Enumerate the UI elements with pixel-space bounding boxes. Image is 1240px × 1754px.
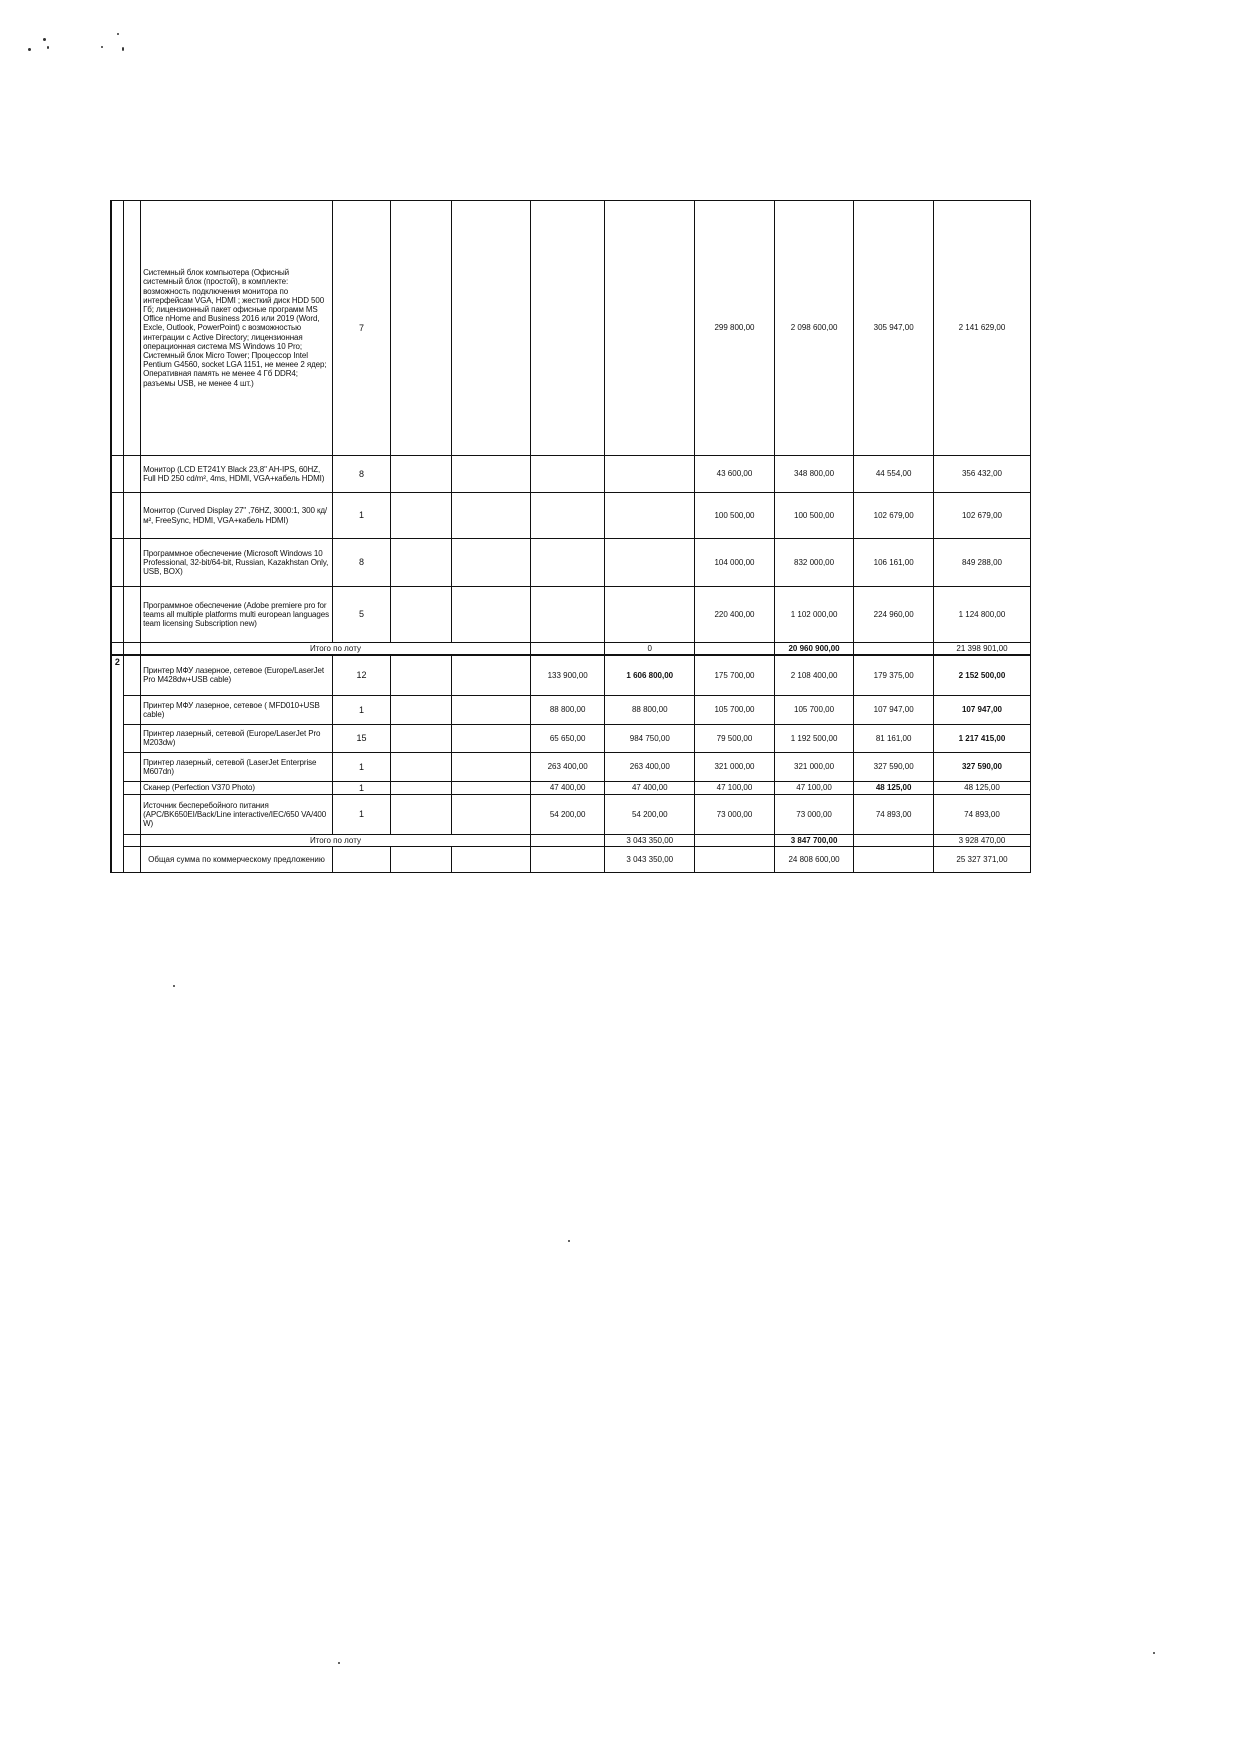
- cell-unit-price-3: 179 375,00: [854, 655, 934, 695]
- grand-total-label: Общая сумма по коммерческому предложению: [141, 847, 333, 873]
- item-description: Принтер МФУ лазерное, сетевое ( MFD010+USB cable): [141, 695, 333, 724]
- cell-c3: [391, 655, 452, 695]
- cell-unit-price: [530, 539, 604, 587]
- scan-speck: [338, 1662, 340, 1664]
- scan-speck: [28, 48, 31, 51]
- scan-speck: [173, 985, 175, 987]
- item-description: Программное обеспечение (Microsoft Windows 10 Professional, 32-bit/64-bit, Russian, Kazakhstan Only, USB, BOX): [141, 539, 333, 587]
- cell-unit-price: 88 800,00: [530, 695, 604, 724]
- row-number-cell: [123, 752, 140, 781]
- cell-c3: [391, 587, 452, 643]
- grand-total-sum: 3 043 350,00: [605, 847, 695, 873]
- commercial-offer-table: [110, 200, 1031, 873]
- row-number-cell: [123, 795, 140, 835]
- lot-number-cell: [111, 643, 123, 656]
- cell-c3: [391, 752, 452, 781]
- cell-sum: 1 606 800,00: [605, 655, 695, 695]
- scan-speck: [122, 47, 124, 51]
- cell-unit-price-3: 81 161,00: [854, 724, 934, 752]
- lot-total-label: Итого по лоту: [141, 835, 531, 847]
- cell-unit-price-3: [854, 835, 934, 847]
- cell-sum-2: 73 000,00: [774, 795, 854, 835]
- table-row: [111, 655, 1031, 695]
- cell-c3: [391, 795, 452, 835]
- item-quantity: 8: [332, 456, 390, 493]
- cell-sum-3: 74 893,00: [933, 795, 1030, 835]
- row-number-cell: [123, 655, 140, 695]
- row-number-cell: [123, 539, 140, 587]
- cell-unit-price-2: 105 700,00: [695, 695, 775, 724]
- cell-unit-price: 65 650,00: [530, 724, 604, 752]
- row-number-cell: [123, 724, 140, 752]
- cell-unit-price-3: 305 947,00: [854, 201, 934, 456]
- row-number-cell: [123, 835, 140, 847]
- item-quantity: 7: [332, 201, 390, 456]
- grand-total-sum-3: 25 327 371,00: [933, 847, 1030, 873]
- cell-unit-price: [530, 456, 604, 493]
- lot-number-cell: [111, 493, 123, 539]
- cell-sum: [605, 201, 695, 456]
- cell-sum: [605, 493, 695, 539]
- cell-c4: [452, 795, 531, 835]
- cell-unit-price-2: 43 600,00: [695, 456, 775, 493]
- cell-unit-price-3: [854, 847, 934, 873]
- table-row: [111, 695, 1031, 724]
- lot-number-cell: [111, 201, 123, 456]
- cell-c4: [452, 456, 531, 493]
- cell-sum-2: 2 098 600,00: [774, 201, 854, 456]
- cell-unit-price-3: [854, 643, 934, 656]
- cell-sum-2: 47 100,00: [774, 781, 854, 794]
- lot-total-sum-2: 3 847 700,00: [774, 835, 854, 847]
- cell-unit-price-2: 47 100,00: [695, 781, 775, 794]
- scan-speck: [117, 33, 119, 35]
- item-description: Системный блок компьютера (Офисный системный блок (простой), в комплекте: возможность подключения монитора по интерфейсам VGA, HDMI ; жесткий диск HDD 500 Гб; лицензионный пакет офисные программ MS Office nHome and Business 2016 или 2019 (Word, Excle, Outlook, PowerPoint) с возможностью интеграции с Active Directory; лицензионная операционная система MS Windows 10 Pro; Системный блок Micro Tower; Процессор Intel Pentium G4560, socket LGA 1151, не менее 2 ядер; Оперативная память не менее 4 Гб DDR4; разъемы USB, не менее 4 шт.): [141, 201, 333, 456]
- table-row: [111, 795, 1031, 835]
- cell-sum-3: 1 124 800,00: [933, 587, 1030, 643]
- table-row: [111, 539, 1031, 587]
- cell-sum-2: 321 000,00: [774, 752, 854, 781]
- table-row: [111, 456, 1031, 493]
- cell-sum-3: 102 679,00: [933, 493, 1030, 539]
- cell-unit-price: [530, 835, 604, 847]
- cell-c3: [391, 493, 452, 539]
- cell-unit-price-2: [695, 847, 775, 873]
- cell-sum-3: 107 947,00: [933, 695, 1030, 724]
- cell-unit-price-2: 73 000,00: [695, 795, 775, 835]
- cell-c4: [452, 493, 531, 539]
- item-description: Монитор (Curved Display 27" ,76HZ, 3000:1, 300 кд/м², FreeSync, HDMI, VGA+кабель HDMI): [141, 493, 333, 539]
- item-quantity: 12: [332, 655, 390, 695]
- item-quantity: 1: [332, 493, 390, 539]
- cell-sum: 88 800,00: [605, 695, 695, 724]
- cell-unit-price-2: 175 700,00: [695, 655, 775, 695]
- cell-sum-3: 327 590,00: [933, 752, 1030, 781]
- cell-unit-price: [530, 201, 604, 456]
- row-number-cell: [123, 643, 140, 656]
- cell-c3: [391, 695, 452, 724]
- cell-unit-price-2: 321 000,00: [695, 752, 775, 781]
- cell-unit-price-3: 327 590,00: [854, 752, 934, 781]
- item-quantity: 8: [332, 539, 390, 587]
- cell-sum-2: 348 800,00: [774, 456, 854, 493]
- item-description: Принтер лазерный, сетевой (LaserJet Enterprise M607dn): [141, 752, 333, 781]
- cell-sum-3: 2 141 629,00: [933, 201, 1030, 456]
- cell-unit-price-3: 102 679,00: [854, 493, 934, 539]
- item-description: Монитор (LCD ET241Y Black 23,8" AH-IPS, 60HZ, Full HD 250 cd/m², 4ms, HDMI, VGA+кабель HDMI): [141, 456, 333, 493]
- cell-c3: [391, 201, 452, 456]
- cell-unit-price-2: 220 400,00: [695, 587, 775, 643]
- cell-unit-price: [530, 643, 604, 656]
- lot-total-row: [111, 643, 1031, 656]
- lot-total-sum-3: 3 928 470,00: [933, 835, 1030, 847]
- cell-unit-price-2: [695, 643, 775, 656]
- cell-c3: [391, 539, 452, 587]
- item-description: Сканер (Perfection V370 Photo): [141, 781, 333, 794]
- lot-number-cell: [111, 587, 123, 643]
- table-row: [111, 724, 1031, 752]
- lot-number-cell: [111, 456, 123, 493]
- item-quantity: [332, 847, 390, 873]
- lot-number-cell: [111, 539, 123, 587]
- scan-speck: [47, 46, 49, 49]
- scan-speck: [101, 46, 103, 48]
- cell-unit-price: 263 400,00: [530, 752, 604, 781]
- cell-unit-price: [530, 493, 604, 539]
- cell-c4: [452, 752, 531, 781]
- lot-total-row: [111, 835, 1031, 847]
- item-quantity: 1: [332, 752, 390, 781]
- cell-unit-price-2: 104 000,00: [695, 539, 775, 587]
- cell-c4: [452, 724, 531, 752]
- cell-c3: [391, 456, 452, 493]
- cell-sum-3: 48 125,00: [933, 781, 1030, 794]
- item-description: Источник бесперебойного питания (APC/BK650EI/Back/Line interactive/IEC/650 VA/400 W): [141, 795, 333, 835]
- cell-unit-price-2: 100 500,00: [695, 493, 775, 539]
- item-quantity: 1: [332, 781, 390, 794]
- table-row: [111, 752, 1031, 781]
- cell-sum-3: 2 152 500,00: [933, 655, 1030, 695]
- cell-sum: [605, 539, 695, 587]
- cell-c3: [391, 781, 452, 794]
- cell-unit-price-2: [695, 835, 775, 847]
- lot-total-label: Итого по лоту: [141, 643, 531, 656]
- row-number-cell: [123, 201, 140, 456]
- lot-total-sum-2: 20 960 900,00: [774, 643, 854, 656]
- row-number-cell: [123, 695, 140, 724]
- cell-unit-price-3: 74 893,00: [854, 795, 934, 835]
- item-quantity: 5: [332, 587, 390, 643]
- item-description: Принтер МФУ лазерное, сетевое (Europe/LaserJet Pro M428dw+USB cable): [141, 655, 333, 695]
- cell-unit-price: [530, 847, 604, 873]
- row-number-cell: [123, 493, 140, 539]
- table-row: [111, 493, 1031, 539]
- cell-unit-price: 133 900,00: [530, 655, 604, 695]
- cell-c4: [452, 539, 531, 587]
- cell-c4: [452, 655, 531, 695]
- cell-sum-2: 100 500,00: [774, 493, 854, 539]
- lot-total-sum: 0: [605, 643, 695, 656]
- table-row: [111, 781, 1031, 794]
- item-quantity: 1: [332, 795, 390, 835]
- cell-sum: 263 400,00: [605, 752, 695, 781]
- cell-unit-price-3: 106 161,00: [854, 539, 934, 587]
- cell-sum-2: 2 108 400,00: [774, 655, 854, 695]
- scan-speck: [568, 1240, 570, 1242]
- cell-unit-price-3: 48 125,00: [854, 781, 934, 794]
- table-row: [111, 587, 1031, 643]
- row-number-cell: [123, 781, 140, 794]
- cell-sum-2: 105 700,00: [774, 695, 854, 724]
- cell-unit-price: [530, 587, 604, 643]
- cell-c3: [391, 724, 452, 752]
- scan-speck: [43, 38, 46, 41]
- cell-sum: 47 400,00: [605, 781, 695, 794]
- scan-speck: [1153, 1652, 1155, 1654]
- cell-unit-price-3: 224 960,00: [854, 587, 934, 643]
- cell-sum-2: 1 192 500,00: [774, 724, 854, 752]
- cell-sum: 984 750,00: [605, 724, 695, 752]
- cell-unit-price: 47 400,00: [530, 781, 604, 794]
- cell-c3: [391, 847, 452, 873]
- grand-total-sum-2: 24 808 600,00: [774, 847, 854, 873]
- cell-sum: [605, 456, 695, 493]
- cell-sum-2: 832 000,00: [774, 539, 854, 587]
- cell-sum: 54 200,00: [605, 795, 695, 835]
- cell-unit-price-2: 79 500,00: [695, 724, 775, 752]
- cell-sum: [605, 587, 695, 643]
- cell-c4: [452, 781, 531, 794]
- row-number-cell: [123, 847, 140, 873]
- item-description: Программное обеспечение (Adobe premiere pro for teams all multiple platforms multi european languages team licensing Subscription new): [141, 587, 333, 643]
- cell-c4: [452, 847, 531, 873]
- table-row: [111, 201, 1031, 456]
- row-number-cell: [123, 456, 140, 493]
- lot-total-sum-3: 21 398 901,00: [933, 643, 1030, 656]
- lot-total-sum: 3 043 350,00: [605, 835, 695, 847]
- cell-c4: [452, 587, 531, 643]
- cell-unit-price-2: 299 800,00: [695, 201, 775, 456]
- item-quantity: 1: [332, 695, 390, 724]
- row-number-cell: [123, 587, 140, 643]
- cell-unit-price-3: 44 554,00: [854, 456, 934, 493]
- cell-c4: [452, 695, 531, 724]
- cell-unit-price-3: 107 947,00: [854, 695, 934, 724]
- grand-total-row: [111, 847, 1031, 873]
- item-quantity: 15: [332, 724, 390, 752]
- lot-number: 2: [111, 655, 123, 873]
- cell-c4: [452, 201, 531, 456]
- cell-sum-3: 356 432,00: [933, 456, 1030, 493]
- item-description: Принтер лазерный, сетевой (Europe/LaserJet Pro M203dw): [141, 724, 333, 752]
- cell-sum-3: 1 217 415,00: [933, 724, 1030, 752]
- cell-sum-3: 849 288,00: [933, 539, 1030, 587]
- cell-sum-2: 1 102 000,00: [774, 587, 854, 643]
- cell-unit-price: 54 200,00: [530, 795, 604, 835]
